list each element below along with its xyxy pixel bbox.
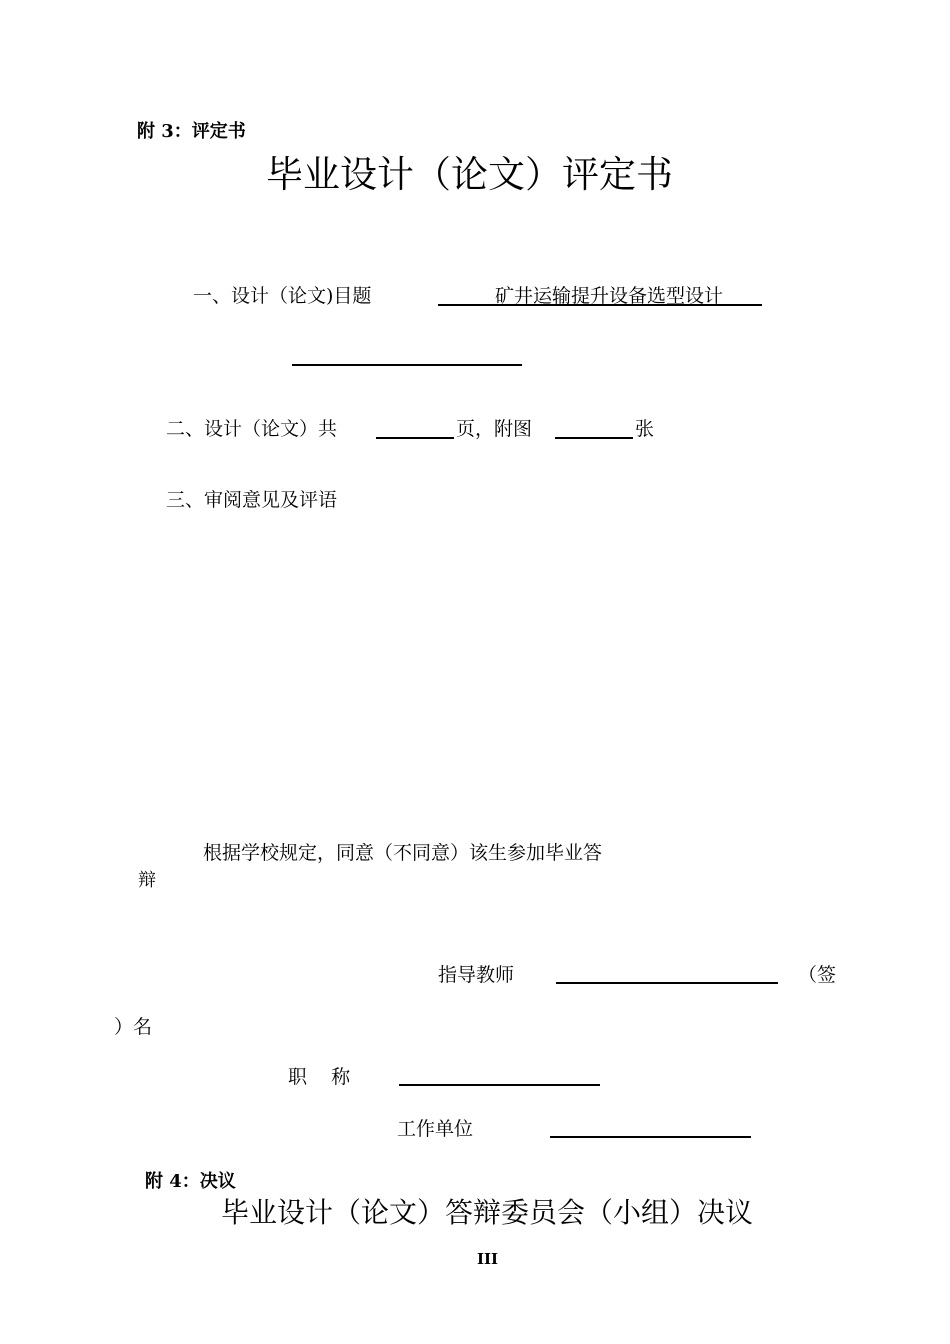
appendix-4-label: 附 4：决议 [145,1171,236,1192]
signature-close: ）名 [114,1016,153,1038]
signature-open: （签 [798,964,837,986]
advisor-label: 指导教师 [438,964,515,986]
appendix-3-label: 附 3：评定书 [137,121,246,142]
advisor-signature-field [556,982,778,984]
figure-count-field [555,437,633,439]
defense-approval-text: 根据学校规定，同意（不同意）该生参加毕业答 [203,842,603,864]
committee-resolution-title: 毕业设计（论文）答辩委员会（小组）决议 [221,1196,754,1229]
topic-continuation-line [292,364,522,366]
job-title-field [399,1084,600,1086]
work-unit-field [550,1136,751,1138]
review-comments-label: 三、审阅意见及评语 [166,489,338,511]
figure-count-label: 页，附图 [456,418,533,440]
defense-approval-continued: 辩 [138,870,156,891]
page-number: III [477,1250,499,1268]
page-count-label: 二、设计（论文）共 [166,418,338,440]
figure-count-unit: 张 [635,418,655,440]
job-title-label: 职 称 [288,1066,351,1088]
topic-label: 一、设计（论文)目题 [193,285,372,307]
topic-value: 矿井运输提升设备选型设计 [495,285,724,307]
work-unit-label: 工作单位 [397,1118,474,1140]
page-count-field [376,437,454,439]
page-title: 毕业设计（论文）评定书 [266,153,673,196]
